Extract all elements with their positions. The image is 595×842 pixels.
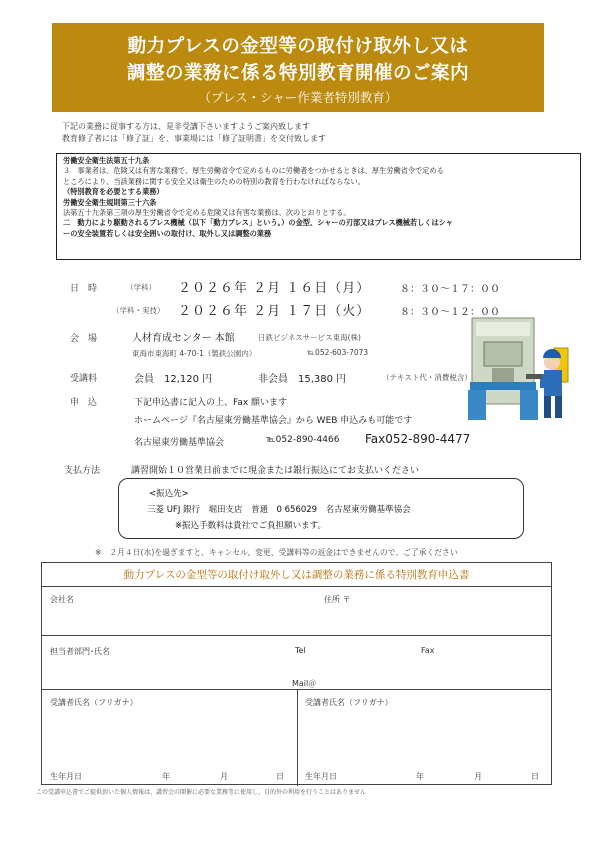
venue-company: 日鉄ビジネスサービス東海(株)	[258, 333, 361, 342]
contact-label: 担当者部門･氏名	[50, 647, 110, 656]
schedule-label: 日 時	[70, 284, 98, 294]
law-text-3: 法第五十九条第三項の厚生労働省令で定める危険又は有害な業務は、次のとおりとする。	[63, 208, 351, 218]
dob-left-day: 日	[276, 772, 284, 781]
apply-label: 申 込	[70, 398, 98, 408]
title-line-1: 動力プレスの金型等の取付け取外し又は	[127, 36, 469, 57]
trainee-left-label: 受講者氏名（フリガナ）	[50, 698, 138, 707]
venue-tel: ℡052-603-7073	[307, 348, 369, 357]
address-label: 住所 〒	[324, 595, 351, 604]
day1-time: ８：３０～１７：００	[400, 284, 500, 295]
law-text-5: ーの安全装置若しくは安全囲いの取付け、取外し又は調整の業務	[63, 228, 272, 238]
apply-tel: ℡052-890-4466	[266, 435, 340, 445]
application-form	[41, 562, 552, 785]
fee-nonmember: 非会員 15,380 円	[258, 374, 347, 385]
press-machine-illustration	[466, 314, 576, 424]
day1-note: （学科）	[126, 283, 156, 292]
day2-note: （学科・実技）	[112, 306, 165, 315]
mail-label: Mail＠	[292, 679, 317, 688]
dob-right-year: 年	[416, 772, 424, 781]
law-text-4: 二 動力により駆動されるプレス機械（以下「動力プレス」という。）の金型、シャーの刃部又はプレス機械若しくはシャ	[63, 218, 453, 228]
fee-label: 受講料	[70, 374, 98, 384]
company-label: 会社名	[50, 595, 74, 604]
fee-note: （テキスト代・消費税含）	[382, 373, 472, 382]
venue-name: 人材育成センター 本館	[132, 333, 235, 344]
day2-time: ８：３０～１２：００	[400, 307, 500, 318]
law-text-1: ３ 事業者は、危険又は有害な業務で、厚生労働省令で定めるものに労働者をつかせるときは、厚生労働省令で定める	[63, 166, 444, 176]
dob-right-label: 生年月日	[305, 772, 337, 781]
law-heading-3: 労働安全衛生規則第三十六条	[63, 197, 157, 207]
payment-label: 支払方法	[64, 466, 101, 476]
tel-label: Tel	[295, 646, 306, 655]
day1-date: ２０２６年 ２月 １６日（月）	[178, 281, 371, 296]
title-line-2: 調整の業務に係る特別教育開催のご案内	[126, 63, 469, 84]
day2-date: ２０２６年 ２月 １７日（火）	[178, 304, 371, 319]
subtitle: （プレス・シャー作業者特別教育）	[198, 90, 398, 105]
intro-line-2: 教育修了者には「修了証」を、事業場には「修了証明書」を交付致します	[62, 134, 326, 143]
apply-fax: Fax052-890-4477	[365, 432, 471, 446]
fee-member: 会員 12,120 円	[134, 374, 213, 385]
bank-fee-note: ※振込手数料は貴社でご負担願います。	[175, 521, 326, 531]
law-box	[56, 153, 581, 260]
venue-label: 会 場	[70, 334, 98, 344]
bank-account: 三菱 UFJ 銀行 堀田支店 普通 0 656029 名古屋東労働基準協会	[147, 505, 411, 515]
apply-line-2: ホームページ『名古屋東労働基準協会』から WEB 申込みも可能です	[134, 416, 413, 426]
privacy-footer: この受講申込書でご提供頂いた個人情報は、講習会の開催に必要な業務等に使用し、目的外の利用を行うことはありません	[36, 789, 367, 796]
form-title: 動力プレスの金型等の取付け取外し又は調整の業務に係る特別教育申込書	[42, 563, 551, 587]
law-text-2: ところにより、当該業務に関する安全又は衛生のための特別の教育を行わなければならない。	[63, 176, 365, 186]
trainee-right-label: 受講者氏名（フリガナ）	[305, 698, 393, 707]
cancel-notice: ※ ２月４日(水)を過ぎますと、キャンセル、変更、受講料等の返金はできませんので、ご了承ください	[95, 548, 458, 557]
fax-label: Fax	[421, 646, 435, 655]
dob-left-label: 生年月日	[50, 772, 82, 781]
apply-line-1: 下記申込書に記入の上、Fax 願います	[134, 398, 288, 408]
bank-box-title: <振込先>	[149, 489, 189, 499]
title-banner	[52, 23, 544, 112]
dob-right-month: 月	[474, 772, 482, 781]
dob-left-month: 月	[220, 772, 228, 781]
law-heading-2: （特別教育を必要とする業務）	[63, 187, 164, 197]
apply-org: 名古屋東労働基準協会	[134, 438, 225, 448]
dob-left-year: 年	[162, 772, 170, 781]
law-heading-1: 労働安全衛生法第五十九条	[63, 156, 150, 165]
bank-transfer-box	[118, 478, 524, 539]
venue-address: 東海市東海町 4-70-1（製鉄公園内）	[132, 349, 257, 358]
dob-right-day: 日	[531, 772, 539, 781]
payment-text: 講習開始１０営業日前までに現金または銀行振込にてお支払いください	[131, 466, 420, 476]
intro-line-1: 下記の業務に従事する方は、是非受講下さいますようご案内致します	[62, 122, 310, 131]
